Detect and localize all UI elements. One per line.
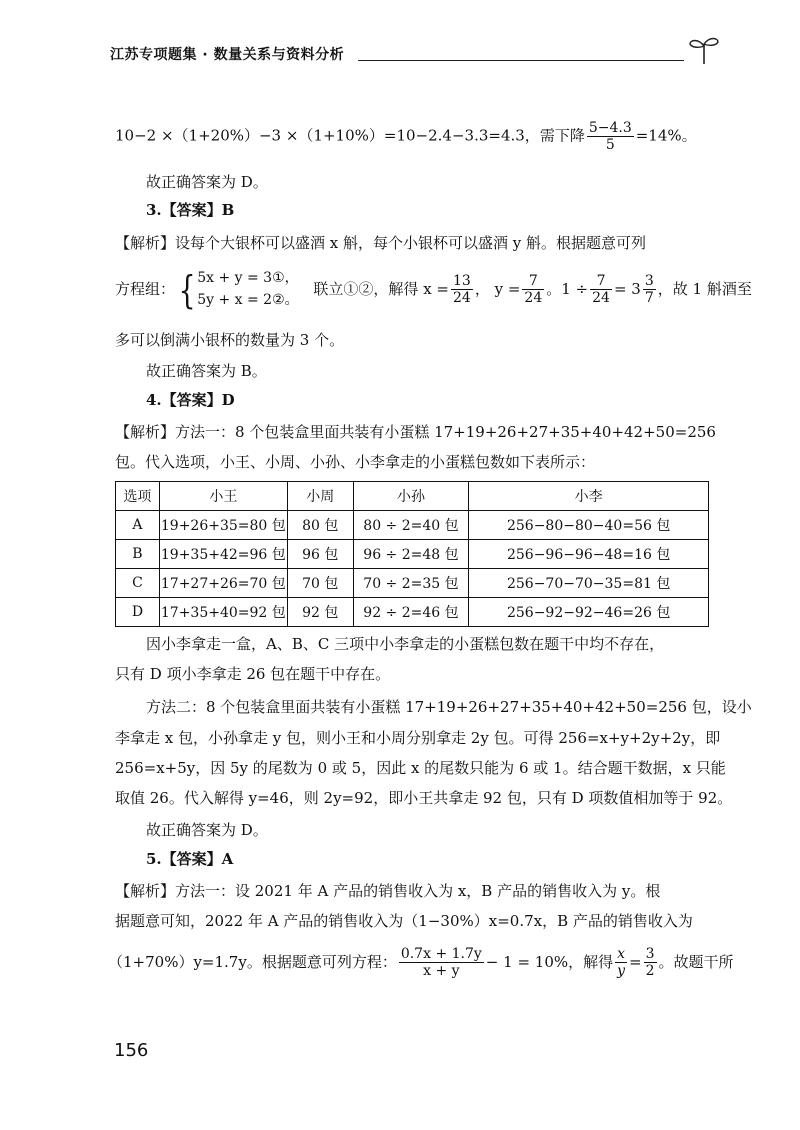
- solve-text-5: ，故 1 斛酒至: [657, 280, 752, 299]
- equations: [197, 268, 298, 311]
- frac-num: x: [615, 946, 627, 963]
- running-header-title: 江苏专项题集 · 数量关系与资料分析: [110, 47, 345, 63]
- q4-analysis-line1: 【解析】方法一：8 个包装盒里面共装有小蛋糕 17+19+26+27+35+40+42+50=256: [115, 423, 716, 441]
- table-cell: D: [116, 598, 160, 627]
- frac-den: x + y: [423, 963, 460, 980]
- q4-method2-line2: 李拿走 x 包，小孙拿走 y 包，则小王和小周分别拿走 2y 包。可得 256=x+y+2y+2y，即: [115, 729, 721, 747]
- table-header-cell: 小李: [469, 482, 709, 511]
- table-header-cell: 小周: [287, 482, 353, 511]
- calc-result: =14%。: [635, 126, 697, 145]
- solve-text-4: = 3: [613, 280, 641, 299]
- fraction: [644, 946, 657, 979]
- q3-answer-heading: 3.【答案】B: [146, 201, 235, 219]
- q4-conclusion-line1: 因小李拿走一盒，A、B、C 三项中小李拿走的小蛋糕包数在题干中均不存在，: [146, 635, 665, 653]
- system-label: 方程组：: [115, 280, 176, 299]
- table-row: [116, 540, 709, 569]
- fraction: [643, 273, 656, 306]
- table-cell: 96 包: [287, 540, 353, 569]
- eq-text-4: 。故题干所: [658, 953, 734, 972]
- q4-answer-heading: 4.【答案】D: [146, 391, 235, 409]
- answer-line-q2: 故正确答案为 D。: [146, 173, 268, 191]
- q4-method2-line3: 256=x+5y，因 5y 的尾数为 0 或 5，因此 x 的尾数只能为 6 或 1。结合题干数据，x 只能: [115, 759, 726, 777]
- table-row: [116, 511, 709, 540]
- frac-num: 7: [522, 273, 544, 290]
- q5-analysis-line2: 据题意可知，2022 年 A 产品的销售收入为（1−30%）x=0.7x，B 产品的销售收入为: [115, 912, 693, 930]
- table-cell: 70 ÷ 2=35 包: [353, 569, 469, 598]
- table-cell: 256−80−80−40=56 包: [469, 511, 709, 540]
- q4-method2-line1: 方法二：8 个包装盒里面共装有小蛋糕 17+19+26+27+35+40+42+50=256 包，设小: [146, 698, 752, 716]
- frac-den: 2: [645, 963, 655, 980]
- frac-num: 3: [644, 273, 654, 290]
- q5-answer-heading: 5.【答案】A: [146, 850, 234, 868]
- frac-num: 5−4.3: [588, 120, 632, 136]
- table-cell: 92 ÷ 2=46 包: [353, 598, 469, 627]
- frac-den: 24: [453, 290, 471, 307]
- equation-2: 5y + x = 2②。: [197, 291, 299, 308]
- q3-analysis-line1: 【解析】设每个大银杯可以盛酒 x 斛，每个小银杯可以盛酒 y 斛。根据题意可列: [115, 234, 647, 252]
- frac-num: 3: [645, 946, 655, 962]
- table-cell: 96 ÷ 2=48 包: [353, 540, 469, 569]
- equation-1: 5x + y = 3①，: [197, 270, 299, 286]
- sprout-icon: [684, 30, 724, 70]
- solve-text-2: ， y =: [474, 280, 521, 299]
- q4-analysis-line2: 包。代入选项，小王、小周、小孙、小李拿走的小蛋糕包数如下表所示：: [115, 453, 596, 471]
- header-rule: [358, 60, 684, 61]
- frac-den: 24: [592, 290, 610, 307]
- q4-answer-line: 故正确答案为 D。: [146, 821, 268, 839]
- fraction: [399, 946, 484, 979]
- eq-text-2: − 1 = 10%，解得: [485, 953, 614, 972]
- table-cell: 80 ÷ 2=40 包: [353, 511, 469, 540]
- solve-text-3: 。1 ÷: [546, 280, 589, 299]
- brace-icon: {: [178, 267, 196, 312]
- frac-den: 5: [605, 137, 615, 154]
- frac-num: 7: [590, 273, 612, 290]
- q3-analysis-line3: 多可以倒满小银杯的数量为 3 个。: [115, 331, 345, 349]
- table-cell: B: [116, 540, 160, 569]
- table-cell: C: [116, 569, 160, 598]
- table-header-row: [116, 482, 709, 511]
- table-cell: 80 包: [287, 511, 353, 540]
- table-cell: 256−70−70−35=81 包: [469, 569, 709, 598]
- table-cell: 17+35+40=92 包: [159, 598, 287, 627]
- table-cell: 256−92−92−46=26 包: [469, 598, 709, 627]
- q5-analysis-line3: [108, 946, 734, 979]
- eq-text-3: =: [629, 953, 642, 972]
- solve-text-1: 联立①②，解得 x =: [313, 280, 449, 299]
- table-cell: 256−96−96−48=16 包: [469, 540, 709, 569]
- table-header-cell: 选项: [116, 482, 160, 511]
- fraction: [615, 946, 627, 979]
- table-cell: 70 包: [287, 569, 353, 598]
- q4-method2-line4: 取值 26。代入解得 y=46，则 2y=92，即小王共拿走 92 包，只有 D 项数值相加等于 92。: [115, 789, 733, 807]
- frac-num: 13: [453, 273, 471, 290]
- q5-analysis-line1: 【解析】方法一：设 2021 年 A 产品的销售收入为 x，B 产品的销售收入为 y。根: [115, 882, 661, 900]
- table-header-cell: 小孙: [353, 482, 469, 511]
- eq-text-1: （1+70%）y=1.7y。根据题意可列方程：: [108, 953, 397, 972]
- table-cell: A: [116, 511, 160, 540]
- table-row: [116, 569, 709, 598]
- frac-den: y: [617, 963, 626, 980]
- table-header-cell: 小王: [159, 482, 287, 511]
- fraction: [522, 273, 544, 306]
- fraction: [587, 120, 634, 153]
- calc-line: [115, 120, 697, 153]
- frac-den: 24: [524, 290, 543, 307]
- q4-conclusion-line2: 只有 D 项小李拿走 26 包在题干中存在。: [115, 665, 391, 683]
- fraction: [590, 273, 612, 306]
- frac-num: 0.7x + 1.7y: [400, 946, 482, 962]
- page-number: 156: [114, 1040, 149, 1061]
- table-cell: 19+35+42=96 包: [159, 540, 287, 569]
- table-cell: 92 包: [287, 598, 353, 627]
- q3-answer-line: 故正确答案为 B。: [146, 362, 267, 380]
- table-cell: 19+26+35=80 包: [159, 511, 287, 540]
- fraction: [451, 273, 473, 306]
- calc-text: 10−2 ×（1+20%）−3 ×（1+10%）=10−2.4−3.3=4.3，需下降: [115, 126, 585, 145]
- frac-den: 7: [644, 290, 654, 307]
- table-row: [116, 598, 709, 627]
- cake-distribution-table: [115, 481, 709, 627]
- table-cell: 17+27+26=70 包: [159, 569, 287, 598]
- q3-equation-system: [115, 268, 752, 311]
